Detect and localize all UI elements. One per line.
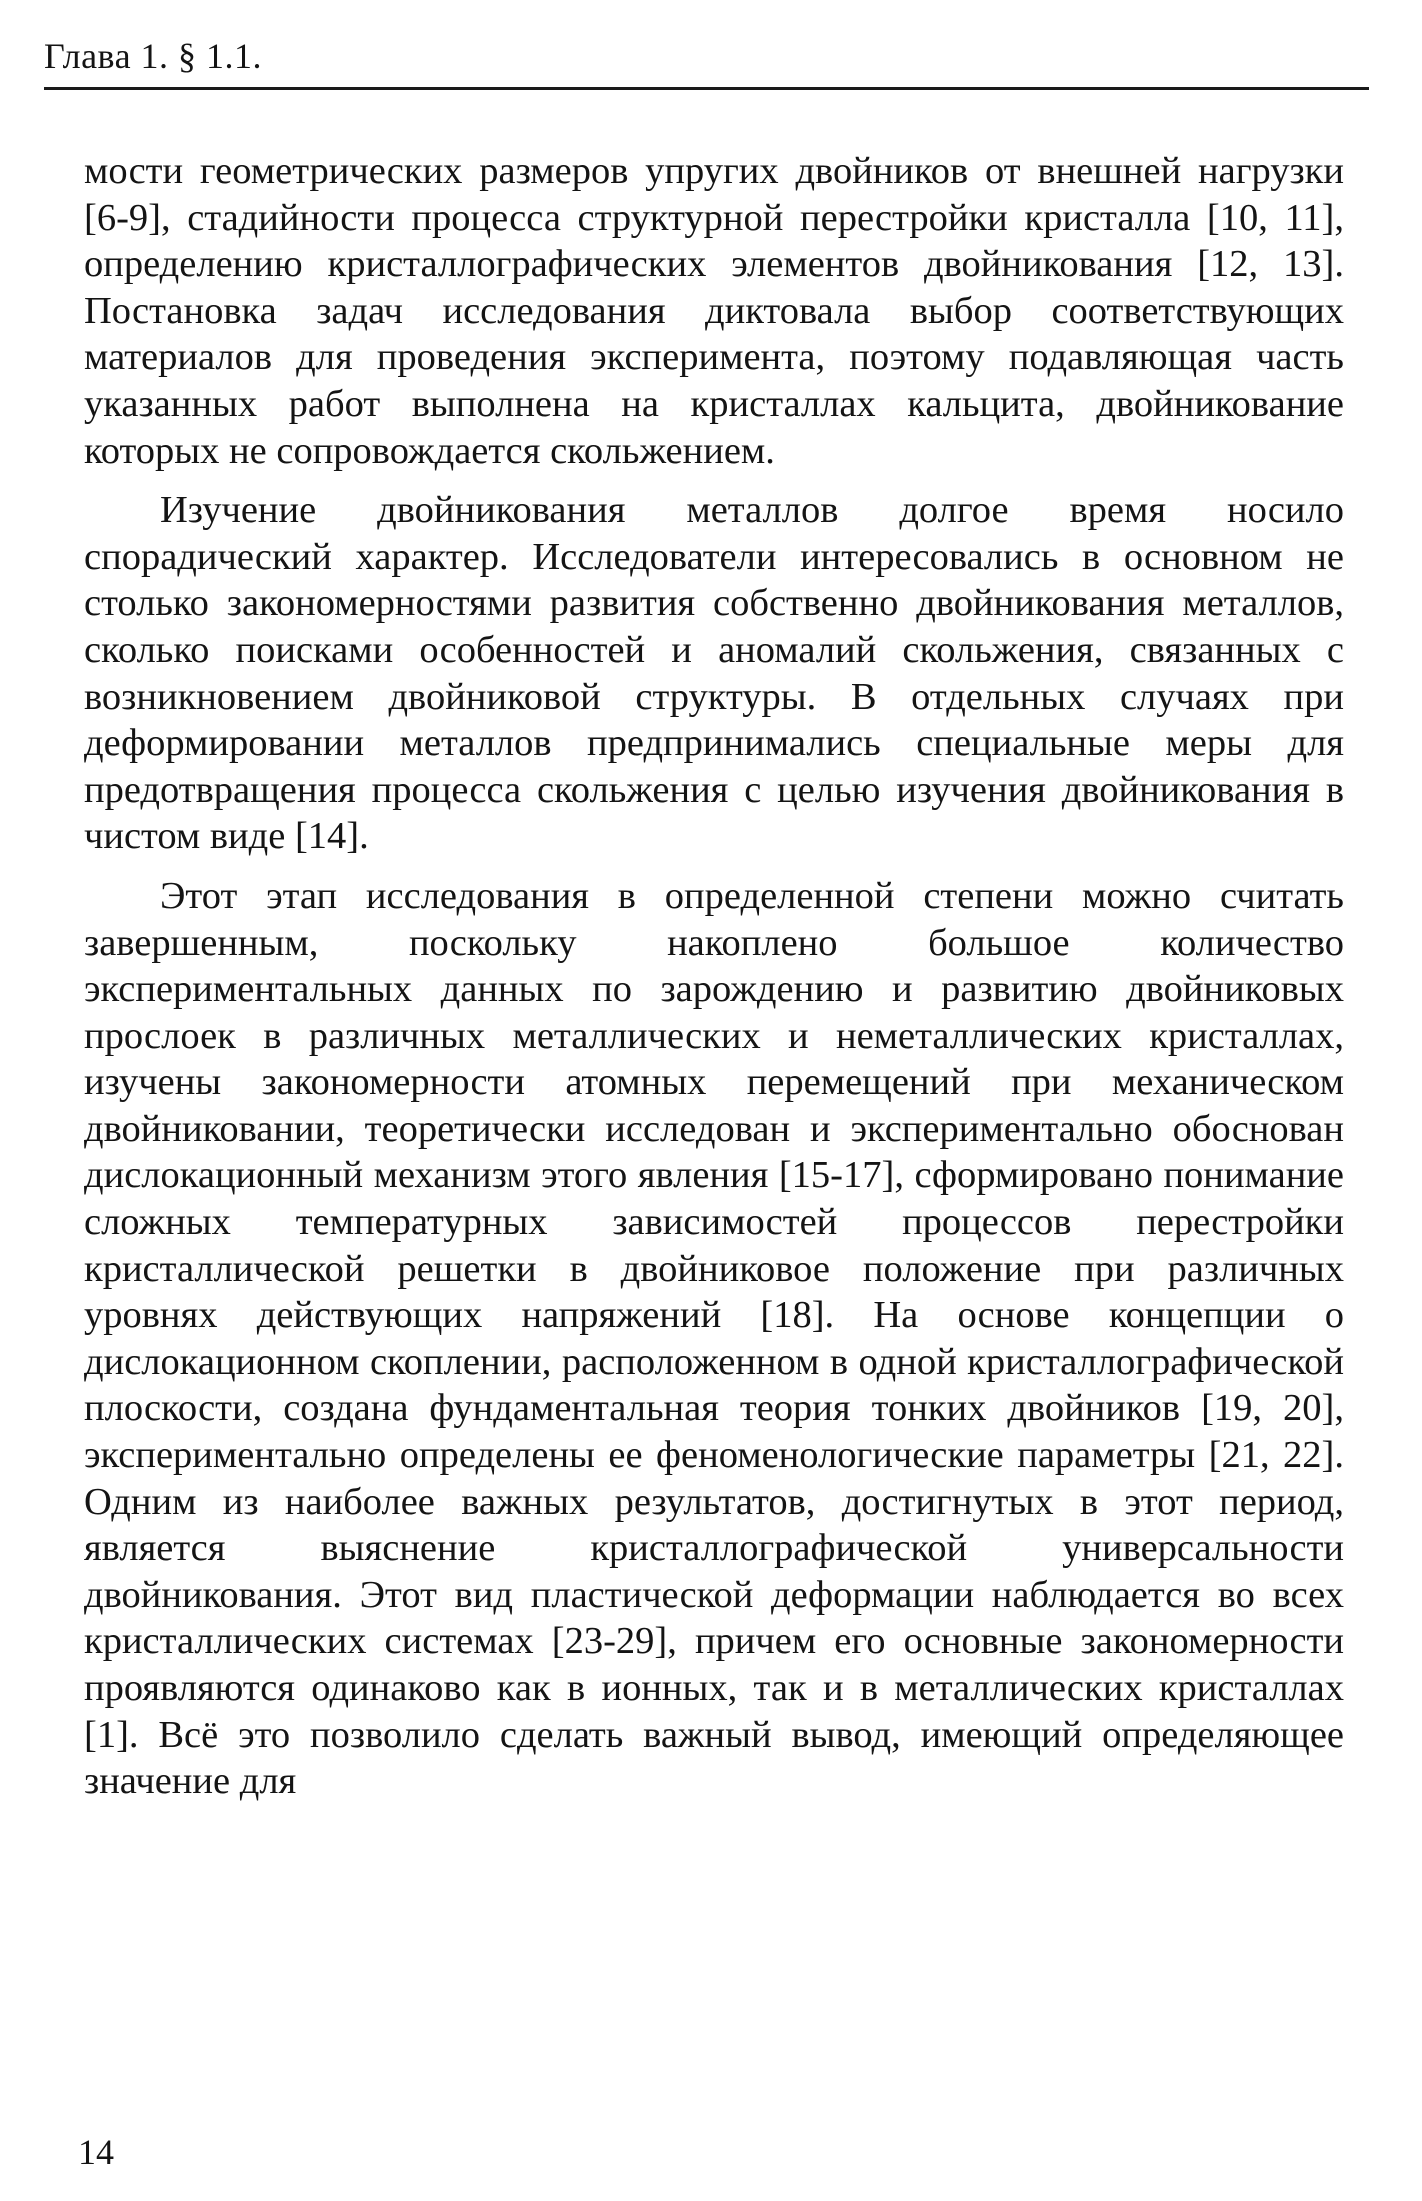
page-number: 14	[78, 2132, 114, 2172]
header-rule	[44, 87, 1369, 90]
paragraph: Изучение двойникования металлов долгое время носило спорадический характер. Исследователи интересовались в основном не столько закономерностями развития собственно двойникования металлов, сколько поисками особенностей и аномалий скольжения, связанных с возникновением двойниковой структуры. В отдельных случаях при деформировании металлов предпринимались специальные меры для предотвращения процесса скольжения с целью изучения двойникования в чистом виде [14].	[84, 489, 1344, 858]
running-head: Глава 1. § 1.1.	[44, 36, 263, 76]
paragraph: Этот этап исследования в определенной степени можно считать завершенным, поскольку накоплено большое количество экспериментальных данных по зарождению и развитию двойниковых прослоек в различных металлических и неметаллических кристаллах, изучены закономерности атомных перемещений при механическом двойниковании, теоретически исследован и экспериментально обоснован дислокационный механизм этого явления [15-17], сформировано понимание сложных температурных зависимостей процессов перестройки кристаллической решетки в двойниковое положение при различных уровнях действующих напряжений [18]. На основе концепции о дислокационном скоплении, расположенном в одной кристаллографической плоскости, создана фундаментальная теория тонких двойников [19, 20], экспериментально определены ее феноменологические параметры [21, 22]. Одним из наиболее важных результатов, достигнутых в этот период, является выяснение кристаллографической универсальности двойникования. Этот вид пластической деформации наблюдается во всех кристаллических системах [23-29], причем его основные закономерности проявляются одинаково как в ионных, так и в металлических кристаллах [1]. Всё это позволило сделать важный вывод, имеющий определяющее значение для	[84, 874, 1344, 1803]
body-text	[84, 148, 1344, 1818]
paragraph-continuation: мости геометрических размеров упругих двойников от внешней нагрузки [6-9], стадийности процесса структурной перестройки кристалла [10, 11], определению кристаллографических элементов двойникования [12, 13]. Постановка задач исследования диктовала выбор соответствующих материалов для проведения эксперимента, поэтому подавляющая часть указанных работ выполнена на кристаллах кальцита, двойникование которых не сопровождается скольжением.	[84, 150, 1344, 472]
